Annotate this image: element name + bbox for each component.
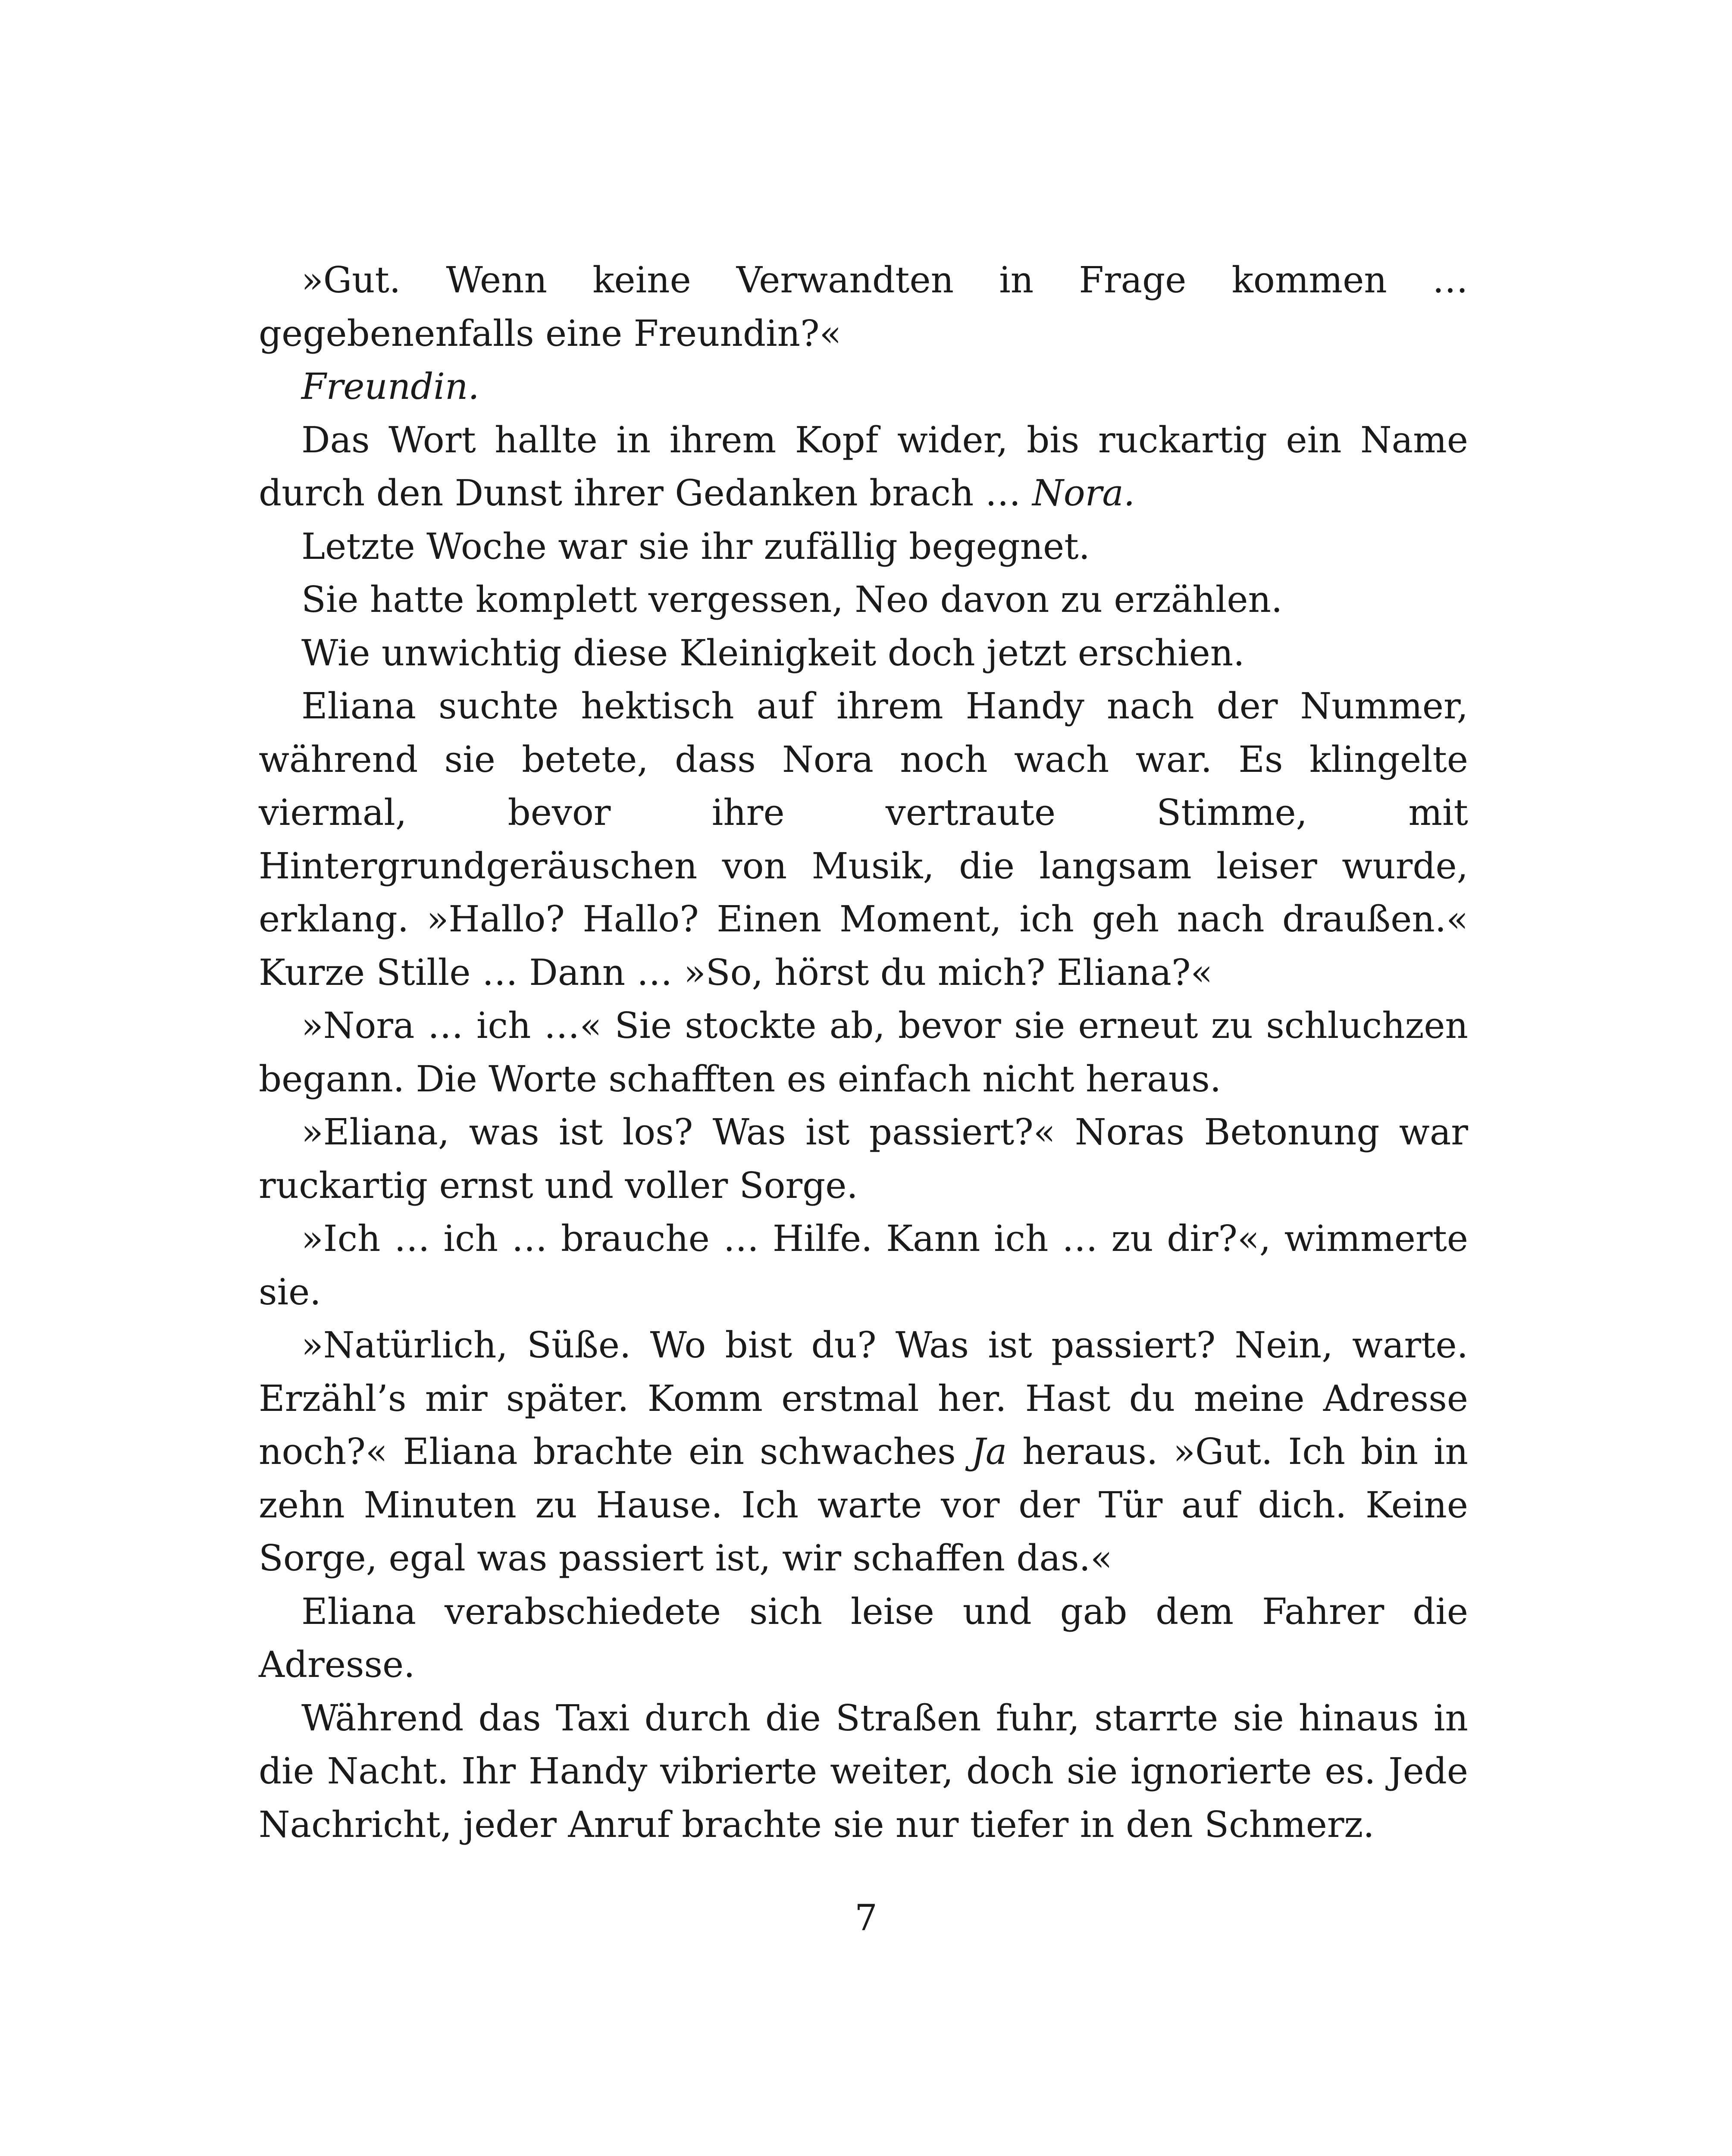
paragraph: »Gut. Wenn keine Verwandten in Frage kommen … gegebenenfalls eine Freundin?« — [259, 259, 1468, 354]
paragraph: »Nora … ich …« Sie stockte ab, bevor sie erneut zu schluchzen begann. Die Worte schafften es einfach nicht heraus. — [259, 1005, 1468, 1100]
body-text — [259, 254, 1468, 1851]
paragraph — [259, 360, 1468, 414]
paragraph: Eliana suchte hektisch auf ihrem Handy nach der Nummer, während sie betete, dass Nora noch wach war. Es klingelte viermal, bevor ihre vertraute Stimme, mit Hintergrundgeräuschen von Musik, die langsam leiser wurde, erklang. »Hallo? Hallo? Einen Moment, ich geh nach draußen.« Kurze Stille … Dann … »So, hörst du mich? Eliana?« — [259, 685, 1468, 993]
paragraph: »Ich … ich … brauche … Hilfe. Kann ich … zu dir?«, wimmerte sie. — [259, 1218, 1468, 1313]
paragraph: Das Wort hallte in ihrem Kopf wider, bis ruckartig ein Name durch den Dunst ihrer Gedanken brach … Nora. — [259, 419, 1468, 514]
paragraph: Wie unwichtig diese Kleinigkeit doch jetzt erschien. — [301, 632, 1245, 674]
paragraph: »Natürlich, Süße. Wo bist du? Was ist passiert? Nein, warte. Erzähl’s mir später. Komm erstmal her. Hast du meine Adresse noch?« Eliana brachte ein schwaches Ja heraus. »Gut. Ich bin in zehn Minuten zu Hause. Ich warte vor der Tür auf dich. Keine Sorge, egal was passiert ist, wir schaffen das.« — [259, 1324, 1468, 1579]
paragraph: Während das Taxi durch die Straßen fuhr, starrte sie hinaus in die Nacht. Ihr Handy vibrierte weiter, doch sie ignorierte es. Jede Nachricht, jeder Anruf brachte sie nur tiefer in den Schmerz. — [259, 1697, 1468, 1846]
paragraph: Letzte Woche war sie ihr zufällig begegnet. — [301, 525, 1090, 567]
paragraph: Eliana verabschiedete sich leise und gab dem Fahrer die Adresse. — [259, 1590, 1468, 1686]
italic-word: Ja — [971, 1431, 1007, 1473]
italic-word: Freundin. — [301, 366, 479, 407]
italic-name: Nora. — [1032, 472, 1135, 514]
paragraph: »Eliana, was ist los? Was ist passiert?« Noras Betonung war ruckartig ernst und voller Sorge. — [259, 1111, 1468, 1206]
page-number: 7 — [855, 1897, 877, 1939]
paragraph: Sie hatte komplett vergessen, Neo davon zu erzählen. — [301, 579, 1283, 620]
